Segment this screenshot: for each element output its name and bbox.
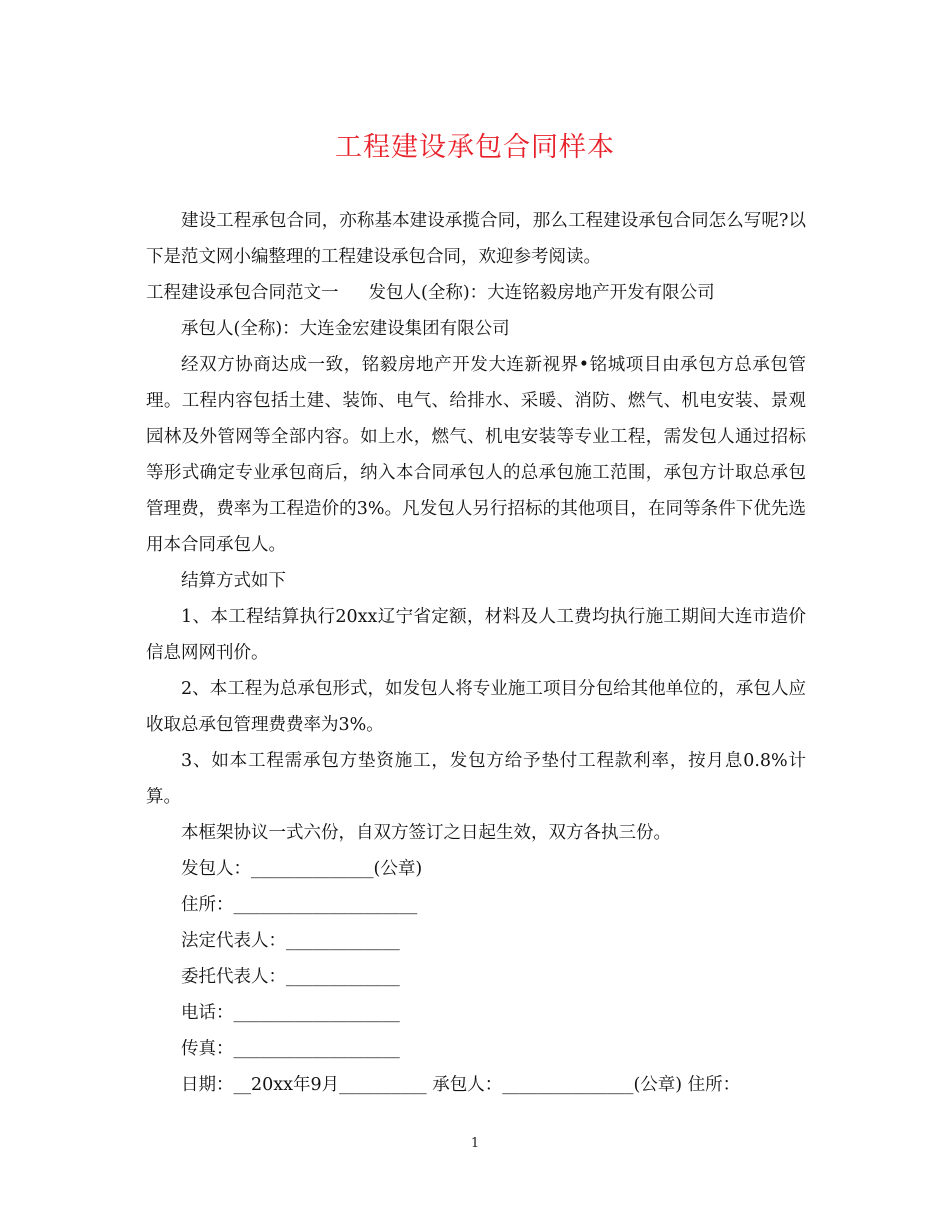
- settlement-heading: 结算方式如下: [181, 571, 286, 591]
- page-number: 1: [470, 1136, 480, 1151]
- clause-3: 3、如本工程需承包方垫资施工，发包方给予垫付工程款利率，按月息0.8%计算。: [146, 751, 806, 807]
- sign-employer: 发包人：______________(公章): [181, 859, 423, 879]
- sign-legal-rep: 法定代表人：_____________: [181, 931, 400, 951]
- clause-1: 1、本工程结算执行20xx辽宁省定额，材料及人工费均执行施工期间大连市造价信息网网刊价。: [146, 607, 806, 663]
- document-title: 工程建设承包合同样本: [335, 132, 615, 163]
- sign-last-line: 日期：__20xx年9月__________ 承包人：_______________(公章) 住所：: [181, 1075, 741, 1095]
- intro-paragraph: 建设工程承包合同，亦称基本建设承揽合同，那么工程建设承包合同怎么写呢?以下是范文网小编整理的工程建设承包合同，欢迎参考阅读。: [146, 211, 806, 267]
- sign-agent-rep: 委托代表人：_____________: [181, 967, 400, 987]
- sign-address: 住所：_____________________: [181, 895, 418, 915]
- section-title-line: [146, 275, 806, 311]
- contractor-line: 承包人(全称)：大连金宏建设集团有限公司: [181, 319, 510, 339]
- copies-line: 本框架协议一式六份，自双方签订之日起生效，双方各执三份。: [181, 823, 671, 843]
- scope-paragraph: 经双方协商达成一致，铭毅房地产开发大连新视界•铭城项目由承包方总承包管理。工程内容包括土建、装饰、电气、给排水、采暖、消防、燃气、机电安装、景观园林及外管网等全部内容。如上水，燃气、机电安装等专业工程，需发包人通过招标等形式确定专业承包商后，纳入本合同承包人的总承包施工范围，承包方计取总承包管理费，费率为工程造价的3%。凡发包人另行招标的其他项目，在同等条件下优先选用本合同承包人。: [146, 355, 806, 555]
- clause-2: 2、本工程为总承包形式，如发包人将专业施工项目分包给其他单位的，承包人应收取总承包管理费费率为3%。: [146, 679, 806, 735]
- sign-phone: 电话：___________________: [181, 1003, 400, 1023]
- sign-fax: 传真：___________________: [181, 1039, 400, 1059]
- section-title: 工程建设承包合同范文一: [146, 283, 339, 303]
- document-body: [146, 203, 806, 1103]
- employer-line: 发包人(全称)：大连铭毅房地产开发有限公司: [368, 283, 715, 303]
